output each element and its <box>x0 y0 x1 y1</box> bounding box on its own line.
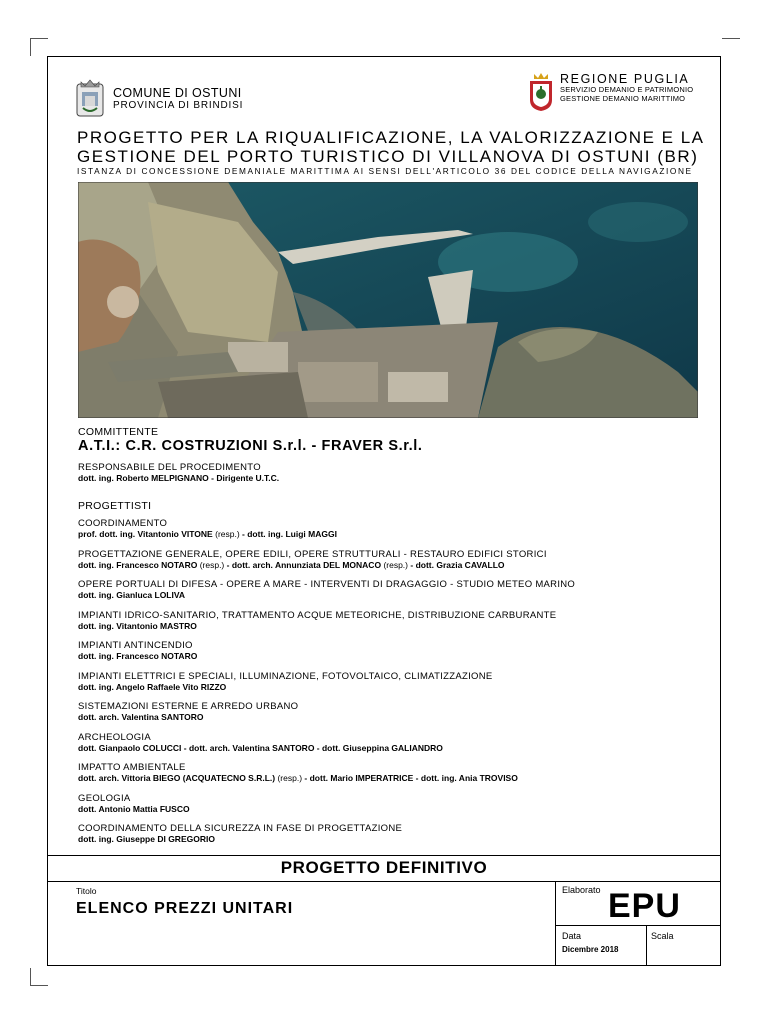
person-names: - dott. Grazia CAVALLO <box>410 559 505 570</box>
footer-vertical-divider-scala <box>646 925 647 966</box>
crop-mark-bottom-left-h <box>30 985 48 986</box>
progettisti-group <box>78 793 190 815</box>
project-subtitle: ISTANZA DI CONCESSIONE DEMANIALE MARITTIMA AI SENSI DELL'ARTICOLO 36 DEL CODICE DELLA NAVIGAZIONE <box>77 166 693 176</box>
group-people <box>78 804 190 815</box>
role-note: (resp.) <box>277 773 303 783</box>
person-names: dott. arch. Valentina SANTORO <box>78 712 204 722</box>
person-names: dott. Gianpaolo COLUCCI - dott. arch. Valentina SANTORO - dott. Giuseppina GALIANDRO <box>78 742 443 753</box>
group-label: IMPIANTI ANTINCENDIO <box>78 640 193 651</box>
group-label: IMPIANTI IDRICO-SANITARIO, TRATTAMENTO ACQUE METEORICHE, DISTRIBUZIONE CARBURANTE <box>78 609 557 621</box>
crop-mark-top-right-h <box>722 38 740 39</box>
group-people <box>78 773 518 784</box>
progettisti-group <box>78 579 575 601</box>
role-note: (resp.) <box>199 559 225 570</box>
group-label: OPERE PORTUALI DI DIFESA - OPERE A MARE - INTERVENTI DI DRAGAGGIO - STUDIO METEO MARINO <box>78 579 576 590</box>
comune-header <box>75 78 243 118</box>
progettisti-group <box>78 823 402 845</box>
group-label: GEOLOGIA <box>78 792 131 804</box>
group-people <box>78 834 402 845</box>
group-people <box>78 651 197 662</box>
crop-mark-bottom-left-v <box>30 968 31 986</box>
person-names: dott. ing. Giuseppe DI GREGORIO <box>78 834 215 844</box>
aerial-harbour-photo <box>78 182 698 418</box>
provincia-name: PROVINCIA DI BRINDISI <box>113 99 244 111</box>
footer-divider-mid <box>47 881 721 882</box>
person-names: dott. ing. Angelo Raffaele Vito RIZZO <box>78 681 227 692</box>
servizio-name: SERVIZIO DEMANIO E PATRIMONIO <box>560 85 694 94</box>
person-names: dott. ing. Francesco NOTARO <box>78 559 198 570</box>
crop-mark-top-left-h <box>30 38 48 39</box>
crop-mark-top-left-v <box>30 38 31 56</box>
progettisti-label: PROGETTISTI <box>78 500 152 512</box>
document-title: ELENCO PREZZI UNITARI <box>76 900 294 917</box>
titolo-label: Titolo <box>76 886 97 896</box>
progettisti-group <box>78 549 547 571</box>
role-note: (resp.) <box>383 559 408 570</box>
person-names: dott. arch. Vittoria BIEGO (ACQUATECNO S.R.L.) <box>78 773 276 783</box>
scala-label: Scala <box>651 931 674 941</box>
group-label: COORDINAMENTO <box>78 518 168 529</box>
group-label: IMPATTO AMBIENTALE <box>78 762 186 773</box>
comune-name: COMUNE DI OSTUNI <box>113 85 242 100</box>
project-phase: PROGETTO DEFINITIVO <box>280 858 488 877</box>
person-names: dott. ing. Francesco NOTARO <box>78 651 198 661</box>
gestione-name: GESTIONE DEMANIO MARITTIMO <box>560 93 686 103</box>
elaborato-code: EPU <box>608 887 681 925</box>
group-people <box>78 743 443 754</box>
progettisti-group <box>78 671 493 693</box>
progettisti-group <box>78 640 197 662</box>
group-people <box>78 621 556 632</box>
project-title-line-2: GESTIONE DEL PORTO TURISTICO DI VILLANOVA DI OSTUNI (BR) <box>77 147 699 166</box>
committente-label: COMMITTENTE <box>78 426 159 438</box>
person-names: dott. ing. Gianluca LOLIVA <box>78 590 186 600</box>
progettisti-group <box>78 701 298 723</box>
regione-header <box>528 72 693 112</box>
group-people <box>78 590 575 601</box>
responsabile-label: RESPONSABILE DEL PROCEDIMENTO <box>78 462 261 473</box>
person-names: prof. dott. ing. Vitantonio VITONE <box>78 529 213 539</box>
group-label: ARCHEOLOGIA <box>78 731 151 743</box>
group-people <box>78 712 298 723</box>
committente-name: A.T.I.: C.R. COSTRUZIONI S.r.l. - FRAVER S.r.l. <box>78 438 423 454</box>
group-people <box>78 560 547 571</box>
regione-puglia-logo-icon <box>528 72 554 112</box>
group-people <box>78 682 493 693</box>
person-names: dott. ing. Vitantonio MASTRO <box>78 620 197 631</box>
project-title-line-1: PROGETTO PER LA RIQUALIFICAZIONE, LA VALORIZZAZIONE E LA <box>77 128 705 147</box>
group-label: COORDINAMENTO DELLA SICUREZZA IN FASE DI PROGETTAZIONE <box>78 823 403 834</box>
ostuni-crest-icon <box>75 78 105 118</box>
group-label: PROGETTAZIONE GENERALE, OPERE EDILI, OPERE STRUTTURALI - RESTAURO EDIFICI STORICI <box>78 548 547 560</box>
person-names: - dott. Mario IMPERATRICE - dott. ing. Ania TROVISO <box>304 773 518 783</box>
progettisti-group <box>78 610 556 632</box>
data-label: Data <box>562 931 582 941</box>
elaborato-label: Elaborato <box>562 885 601 895</box>
group-label: IMPIANTI ELETTRICI E SPECIALI, ILLUMINAZIONE, FOTOVOLTAICO, CLIMATIZZAZIONE <box>78 670 493 682</box>
group-people <box>78 529 337 540</box>
data-value: Dicembre 2018 <box>562 945 619 954</box>
progettisti-group <box>78 518 337 540</box>
role-note: (resp.) <box>215 529 240 539</box>
responsabile-name: dott. ing. Roberto MELPIGNANO - Dirigente U.T.C. <box>78 473 280 483</box>
group-label: SISTEMAZIONI ESTERNE E ARREDO URBANO <box>78 701 299 712</box>
person-names: dott. Antonio Mattia FUSCO <box>78 803 190 814</box>
person-names: - dott. arch. Annunziata DEL MONACO <box>226 559 382 570</box>
person-names: - dott. ing. Luigi MAGGI <box>242 529 337 539</box>
regione-name: REGIONE PUGLIA <box>560 72 690 86</box>
footer-vertical-divider <box>555 881 556 966</box>
progettisti-group <box>78 732 443 754</box>
progettisti-group <box>78 762 518 784</box>
